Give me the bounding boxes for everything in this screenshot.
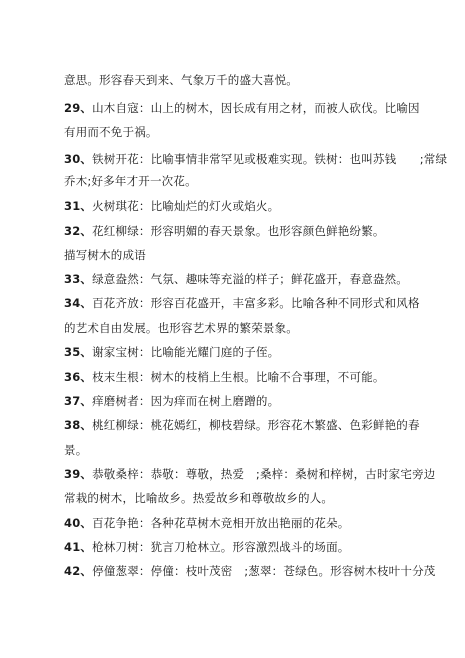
text-line [64,152,448,166]
item-number: 33、 [64,272,93,286]
text-line [64,467,436,481]
text-line [64,199,404,213]
text-line [64,73,404,87]
line-text: 绿意盎然：气氛、趣味等充溢的样子；鲜花盛开，春意盎然。 [92,272,409,286]
line-text: 百花争艳：各种花草树木竞相开放出艳丽的花朵。 [92,516,350,530]
line-text: 山木自寇：山上的树木，因长成有用之材，而被人砍伐。比喻因 [92,101,420,115]
line-text: 铁树开花：比喻事情非常罕见或极难实现。铁树：也叫苏钱 ;常绿 [92,152,448,166]
item-number: 31、 [64,199,93,213]
text-line [64,174,404,188]
text-line [64,345,404,359]
text-line [64,272,409,286]
item-number: 32、 [64,224,93,238]
text-line [64,370,404,384]
text-line [64,516,404,530]
item-number: 37、 [64,394,93,408]
item-number: 36、 [64,370,93,384]
text-line [64,491,404,505]
item-number: 35、 [64,345,93,359]
item-number: 29、 [64,101,93,115]
item-number: 42、 [64,564,93,578]
item-number: 38、 [64,418,93,432]
line-text: 百花齐放：形容百花盛开，丰富多彩。比喻各种不同形式和风格 [92,296,420,310]
text-line [64,296,420,310]
item-number: 34、 [64,296,93,310]
item-number: 30、 [64,152,93,166]
line-text: 意思。形容春天到来、气象万千的盛大喜悦。 [64,73,298,87]
text-line [64,394,404,408]
text-line [64,101,420,115]
text-line [64,418,420,432]
text-line [64,443,404,457]
text-line [64,125,404,139]
item-number: 41、 [64,540,93,554]
line-text: 的艺术自由发展。也形容艺术界的繁荣景象。 [64,321,298,335]
line-text: 停僮葱翠：停僮：枝叶茂密 ;葱翠：苍绿色。形容树木枝叶十分茂 [92,564,436,578]
line-text: 描写树木的成语 [64,248,146,262]
line-text: 景。 [64,443,88,457]
line-text: 火树琪花：比喻灿烂的灯火或焰火。 [92,199,280,213]
section-heading [64,248,404,262]
line-text: 有用而不免于祸。 [64,125,158,139]
line-text: 痒磨树者：因为痒而在树上磨蹭的。 [92,394,280,408]
line-text: 枝末生根：树木的枝梢上生根。比喻不合事理，不可能。 [92,370,385,384]
text-line [64,540,404,554]
line-text: 花红柳绿：形容明媚的春天景象。也形容颜色鲜艳纷繁。 [92,224,385,238]
line-text: 常栽的树木，比喻故乡。热爱故乡和尊敬故乡的人。 [64,491,334,505]
line-text: 恭敬桑梓：恭敬：尊敬，热爱 ;桑梓：桑树和梓树，古时家宅旁边 [92,467,436,481]
text-line [64,224,404,238]
line-text: 谢家宝树：比喻能光耀门庭的子侄。 [92,345,280,359]
line-text: 枪林刀树：犹言刀枪林立。形容激烈战斗的场面。 [92,540,350,554]
text-line [64,321,404,335]
text-line [64,564,436,578]
line-text: 桃红柳绿：桃花嫣红，柳枝碧绿。形容花木繁盛、色彩鲜艳的春 [92,418,420,432]
item-number: 39、 [64,467,93,481]
item-number: 40、 [64,516,93,530]
line-text: 乔木;好多年才开一次花。 [64,174,197,188]
